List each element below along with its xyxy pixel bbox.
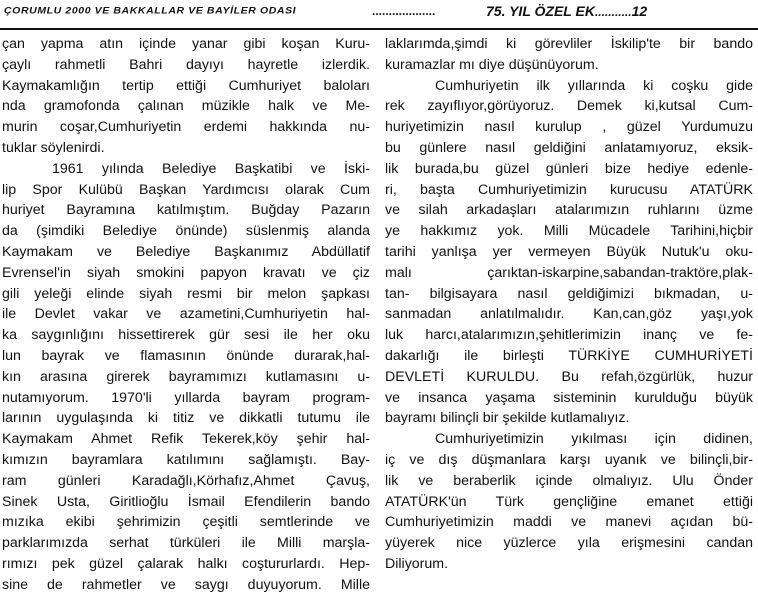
right-line: ve insanca yaşama sisteminin kurulduğu büyük (385, 389, 753, 406)
right-column (385, 34, 753, 575)
right-line: sanmadan anlatılmalıdır. Kan,can,göz yaşı,yok (385, 306, 753, 323)
issue-title (486, 3, 647, 19)
right-line: tan- bilgisayara nasıl geldiğimizi bıkmadan, u- (385, 285, 753, 302)
issue-title-text: 75. YIL ÖZEL EK (486, 3, 595, 19)
right-line: ve silah arkadaşları atalarımızın ruhlarını üzme (385, 202, 753, 219)
right-line: lik ve beraberlik içinde olmalıyız. Ulu Önder (385, 472, 753, 489)
right-line: Diliyorum. (385, 555, 449, 572)
right-line: ye hakkımız yok. Milli Mücadele Tarihini,hiçbir (385, 223, 753, 240)
left-line: da (şimdiki Belediye önünde) süslenmiş alanda (2, 223, 370, 240)
left-line: tuklar söylenirdi. (2, 139, 105, 156)
header-rule (0, 28, 758, 30)
right-line: kuramazlar mı diye düşünüyorum. (385, 56, 599, 73)
left-line: kın arasına girerek bayramımızı kutlamasını u- (2, 368, 370, 385)
left-line: ka saygınlığını hissettirerek gür sesi ile her oku (2, 327, 370, 344)
right-line: luk harcı,atalarımızın,şehitlerimizin inanç ve fe- (385, 327, 753, 344)
publisher-title: ÇORUMLU 2000 VE BAKKALLAR VE BAYİLER ODASI (4, 5, 297, 17)
right-line: malı çarıktan-iskarpine,sabandan-traktöre,plak- (385, 264, 753, 281)
header-leader-dots: ................... (372, 4, 436, 18)
page-header (0, 0, 758, 28)
left-line: nda gramofonda çalınan müzikle halk ve Me- (2, 98, 370, 115)
right-line: DEVLETİ KURULDU. Bu refah,özgürlük, huzur (385, 368, 753, 385)
right-line: Cumhuriyetin ilk yıllarında ki coşku gide (435, 77, 753, 94)
left-column (2, 34, 370, 596)
left-line: murin coşar,Cumhuriyetin erdemi hakkında nu- (2, 119, 370, 136)
right-line: laklarımda,şimdi ki görevliler İskilip'te bir bando (385, 36, 753, 52)
left-line: lip Spor Kulübü Başkan Yardımcısı olarak Cum (2, 181, 370, 198)
left-line: lun bayrak ve flamasının önünde durarak,hal- (2, 347, 370, 364)
left-line: çaylı rahmetli Bahri dayıyı hayretle izlerdik. (2, 56, 370, 73)
left-line: Kaymakam ve Belediye Başkanımız Abdüllatif (2, 243, 370, 260)
left-line: Evrensel'in siyah smokini papyon kravatı ve çiz (2, 264, 370, 281)
left-line: parklarımızda serhat türküleri ile Milli marşla- (2, 535, 370, 552)
left-line: çan yapma atın içinde yanar gibi koşan Kuru- (2, 36, 370, 52)
right-line: lik burada,bu güzel günleri bize hediye edenle- (385, 160, 753, 177)
left-line: kımızın bayramlara katılımını sağlamıştı. Bay- (2, 451, 370, 468)
right-line: Cumhuriyetimizin yıkılması için didinen, (435, 431, 753, 448)
left-line: ile Devlet vakar ve azametini,Cumhuriyetin hal- (2, 306, 370, 323)
right-line: rek zayıflıyor,görüyoruz. Demek ki,kutsal Cum- (385, 98, 753, 115)
right-line: tarihi yanlışa yer vermeyen Büyük Nutuk'u oku- (385, 243, 753, 260)
left-line: huriyet Bayramına katılmıştım. Buğday Pazarın (2, 202, 370, 219)
left-line: 1961 yılında Belediye Başkatibi ve İski- (52, 160, 370, 177)
left-line: mızıka ekibi şehrimizin çeşitli semtlerinde ve (2, 514, 370, 531)
right-line: bayramı bilinçli bir şekilde kutlamalıyız. (385, 410, 630, 427)
left-line: ram günleri Karadağlı,Körhafız,Ahmet Çavuş, (2, 472, 370, 489)
right-line: huriyetimizin nasıl kurulup , güzel Yurdumuzu (385, 119, 753, 136)
right-line: ri, başta Cumhuriyetimizin kurucusu ATATÜRK (385, 181, 753, 198)
left-line: larının uygulaşında ki titiz ve dikkatli tutumu ile (2, 410, 370, 427)
right-line: bu günlere nasıl geldiğini anlatamıyoruz, eksik- (385, 139, 753, 156)
left-line: sine de rahmetler ve saygı duyuyorum. Mille (2, 576, 370, 593)
left-line: Sinek Usta, Giritlioğlu İsmail Efendilerin bando (2, 493, 370, 510)
left-line: gili yeleği elinde siyah resmi bir melon şapkası (2, 285, 370, 302)
issue-leader-dots: ........... (594, 5, 632, 19)
right-line: Cumhuriyetimizin maddi ve manevi açıdan bü- (385, 514, 753, 531)
left-line: Kaymakam Ahmet Refik Tekerek,köy şehir hal- (2, 431, 370, 448)
left-line: Kaymakamlığın tertip ettiği Cumhuriyet baloları (2, 77, 370, 94)
right-line: iç ve dış düşmanlara karşı uyanık ve bilinçli,bir- (385, 451, 753, 468)
left-line: rımızı pek güzel çalarak halkı coştururlardı. Hep- (2, 555, 370, 572)
right-line: dakarlığı ile birleşti TÜRKİYE CUMHURİYETİ (385, 347, 753, 364)
left-line: nutamıyorum. 1970'li yıllarda bayram program- (2, 389, 370, 406)
right-line: yüyerek nice yüzlerce yıla erişmesini candan (385, 535, 753, 552)
page-number: 12 (631, 3, 648, 19)
right-line: ATATÜRK'ün Türk gençliğine emanet ettiği (385, 493, 753, 510)
